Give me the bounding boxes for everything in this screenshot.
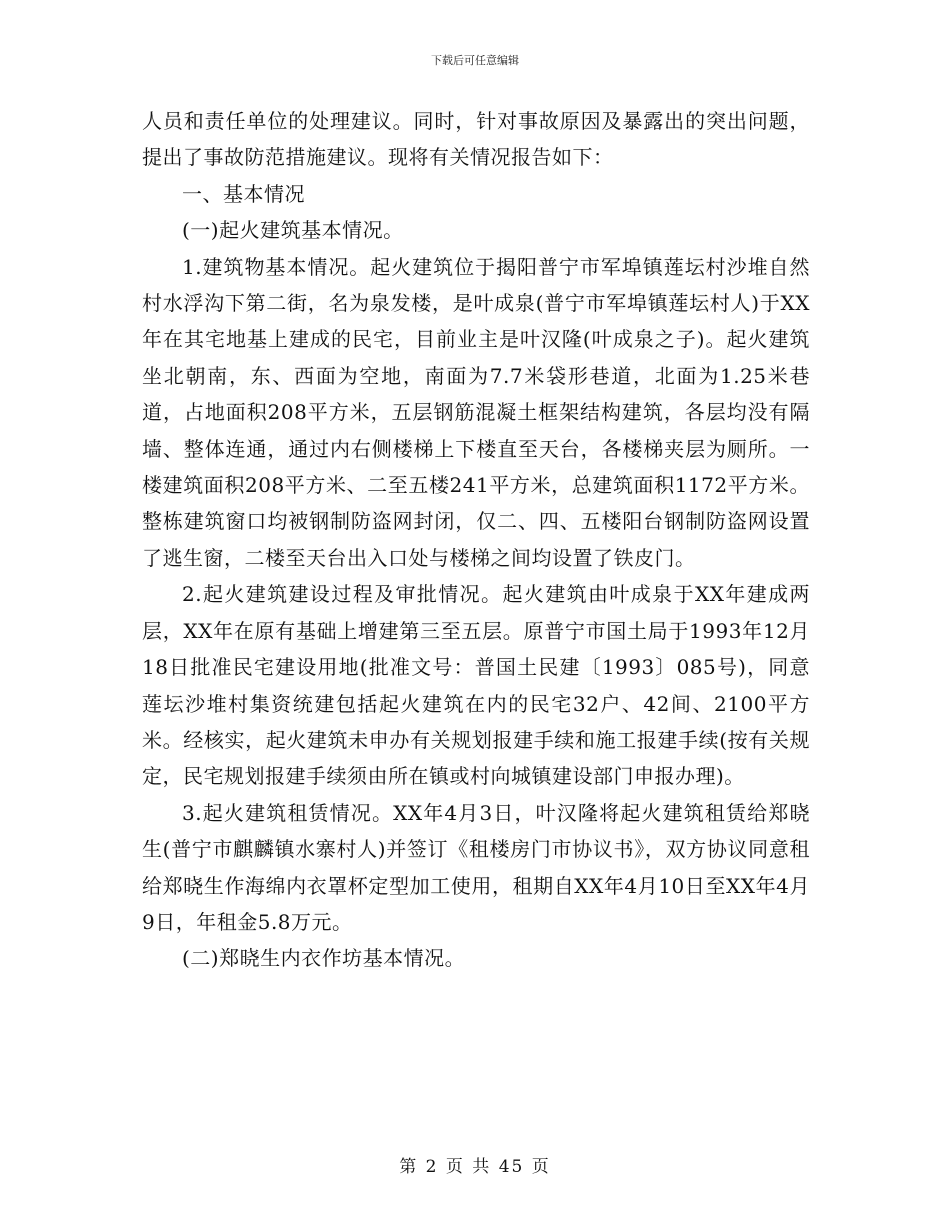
paragraph-continuation: 人员和责任单位的处理建议。同时，针对事故原因及暴露出的突出问题，提出了事故防范措施建议。现将有关情况报告如下： xyxy=(142,109,810,170)
page-number: 第 2 页 共 45 页 xyxy=(399,1157,551,1177)
paragraph-building-info: 1.建筑物基本情况。起火建筑位于揭阳普宁市军埠镇莲坛村沙堆自然村水浮沟下第二街，名为泉发楼，是叶成泉(普宁市军埠镇莲坛村人)于XX年在其宅地基上建成的民宅，目前业主是叶汉隆(叶成泉之子)。起火建筑坐北朝南，东、西面为空地，南面为7.7米袋形巷道，北面为1.25米巷道，占地面积208平方米，五层钢筋混凝土框架结构建筑，各层均没有隔墙、整体连通，通过内右侧楼梯上下楼直至天台，各楼梯夹层为厕所。一楼建筑面积208平方米、二至五楼241平方米，总建筑面积1172平方米。整栋建筑窗口均被钢制防盗网封闭，仅二、四、五楼阳台钢制防盗网设置了逃生窗，二楼至天台出入口处与楼梯之间均设置了铁皮门。 xyxy=(142,254,810,570)
section-heading-basic-situation: 一、基本情况 xyxy=(182,181,305,206)
paragraph-lease-info: 3.起火建筑租赁情况。XX年4月3日，叶汉隆将起火建筑租赁给郑晓生(普宁市麒麟镇水寨村人)并签订《租楼房门市协议书》，双方协议同意租给郑晓生作海绵内衣罩杯定型加工使用，租期自XX年4月10日至XX年4月9日，年租金5.8万元。 xyxy=(142,800,810,934)
document-body xyxy=(142,103,810,977)
paragraph-construction-approval: 2.起火建筑建设过程及审批情况。起火建筑由叶成泉于XX年建成两层，XX年在原有基础上增建第三至五层。原普宁市国土局于1993年12月18日批准民宅建设用地(批准文号：普国土民建〔1993〕085号)，同意莲坛沙堆村集资统建包括起火建筑在内的民宅32户、42间、2100平方米。经核实，起火建筑未申办有关规划报建手续和施工报建手续(按有关规定，民宅规划报建手续须由所在镇或村向城镇建设部门申报办理)。 xyxy=(142,582,810,789)
subsection-heading-building: (一)起火建筑基本情况。 xyxy=(182,218,404,243)
subsection-heading-workshop: (二)郑晓生内衣作坊基本情况。 xyxy=(182,946,466,971)
page-header-note: 下载后可任意编辑 xyxy=(431,54,519,67)
